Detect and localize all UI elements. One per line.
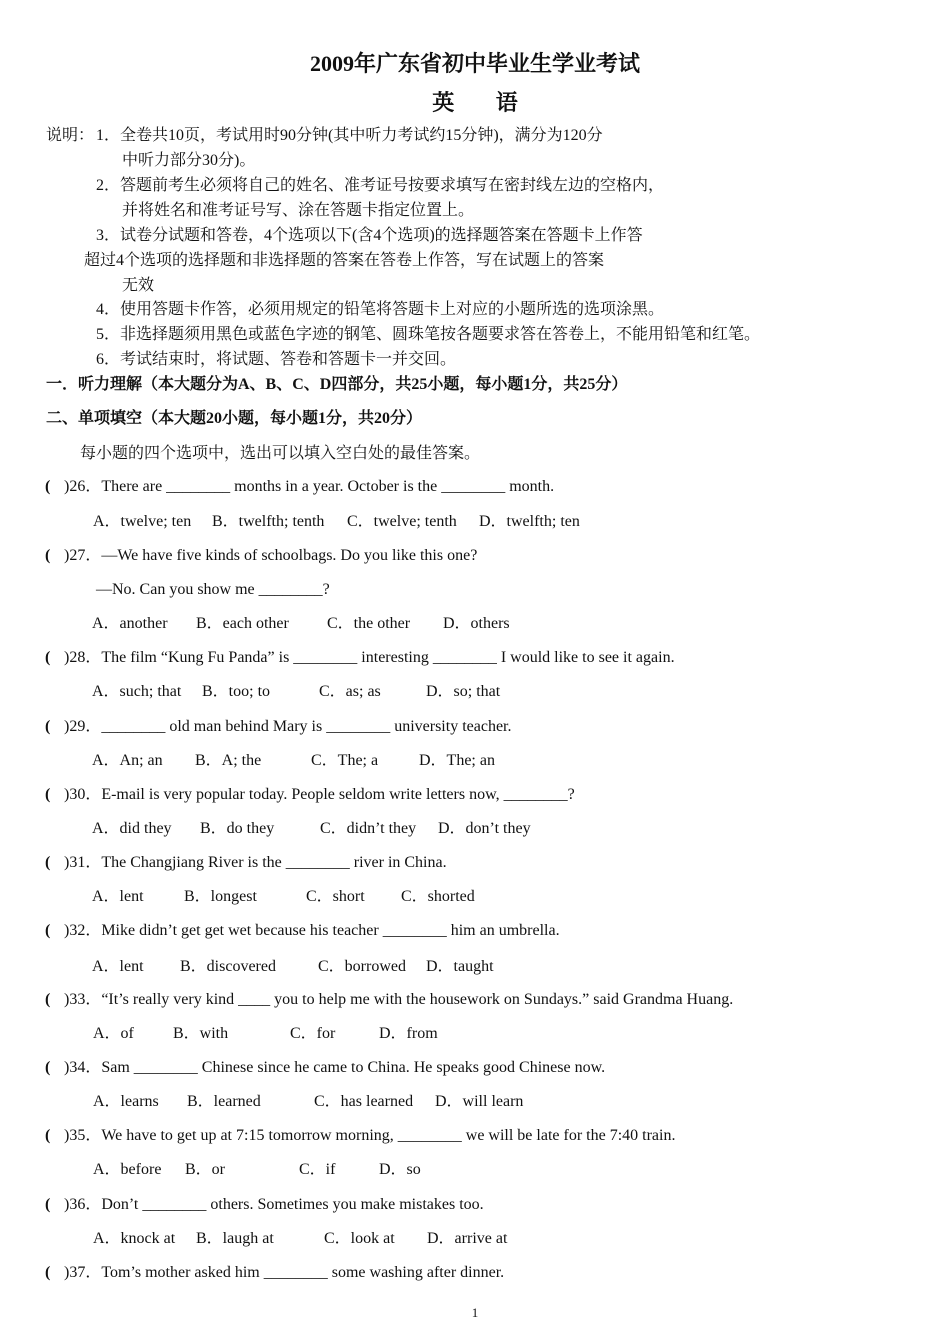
instruction-line: 6．考试结束时，将试题、答卷和答题卡一并交回。: [96, 351, 457, 368]
question-stem: )32．Mike didn’t get get wet because his teacher ________ him an umbrella.: [64, 922, 560, 939]
answer-option: B．laugh at: [196, 1230, 274, 1247]
answer-paren: (: [45, 991, 51, 1008]
answer-paren: (: [45, 1196, 51, 1213]
instruction-line: 3．试卷分试题和答卷，4个选项以下(含4个选项)的选择题答案在答题卡上作答: [96, 227, 643, 244]
answer-paren: (: [45, 854, 51, 871]
answer-paren: (: [45, 1264, 51, 1281]
answer-option: D．arrive at: [427, 1230, 508, 1247]
answer-option: C．if: [299, 1161, 336, 1178]
answer-option: B．too; to: [202, 683, 271, 700]
answer-option: B．each other: [196, 615, 289, 632]
answer-option: A．another: [92, 615, 168, 632]
question-stem: )34．Sam ________ Chinese since he came to China. He speaks good Chinese now.: [64, 1059, 606, 1076]
section-heading-single-choice: 二、单项填空（本大题20小题，每小题1分，共20分）: [46, 410, 423, 427]
instruction-line: 1．全卷共10页，考试用时90分钟(其中听力考试约15分钟)，满分为120分: [96, 127, 603, 144]
instruction-line: 4．使用答题卡作答，必须用规定的铅笔将答题卡上对应的小题所选的选项涂黑。: [96, 301, 665, 318]
instruction-line: 中听力部分30分)。: [122, 152, 256, 169]
answer-option: C．borrowed: [318, 958, 406, 975]
question-stem: )35．We have to get up at 7:15 tomorrow morning, ________ we will be late for the 7:40 train.: [64, 1127, 676, 1144]
section-note: 每小题的四个选项中，选出可以填入空白处的最佳答案。: [80, 445, 481, 462]
page-number: 1: [471, 1305, 479, 1320]
answer-option: D．twelfth; ten: [479, 513, 580, 530]
answer-option: C．shorted: [401, 888, 475, 905]
answer-option: C．short: [306, 888, 365, 905]
answer-option: D．will learn: [435, 1093, 524, 1110]
answer-option: B．do they: [200, 820, 275, 837]
answer-paren: (: [45, 786, 51, 803]
answer-option: A．learns: [93, 1093, 159, 1110]
exam-title: 2009年广东省初中毕业生学业考试: [309, 51, 640, 76]
answer-paren: (: [45, 649, 51, 666]
question-stem-reply: —No. Can you show me ________?: [96, 581, 330, 598]
answer-option: B．learned: [187, 1093, 261, 1110]
answer-option: C．look at: [324, 1230, 395, 1247]
answer-option: A．knock at: [93, 1230, 176, 1247]
answer-paren: (: [45, 718, 51, 735]
answer-option: C．The; a: [311, 752, 379, 769]
answer-option: A．such; that: [92, 683, 182, 700]
answer-option: D．so: [379, 1161, 421, 1178]
instruction-line: 2．答题前考生必须将自己的姓名、准考证号按要求填写在密封线左边的空格内，: [96, 177, 665, 194]
answer-option: B．A; the: [195, 752, 262, 769]
instruction-line: 超过4个选项的选择题和非选择题的答案在答卷上作答，写在试题上的答案: [84, 252, 605, 269]
answer-option: C．as; as: [319, 683, 381, 700]
answer-option: D．taught: [426, 958, 494, 975]
instruction-line: 无效: [122, 277, 155, 294]
answer-option: A．did they: [92, 820, 172, 837]
answer-paren: (: [45, 922, 51, 939]
instruction-line: 并将姓名和准考证号写、涂在答题卡指定位置上。: [122, 202, 475, 219]
answer-option: B．with: [173, 1025, 229, 1042]
answer-option: A．lent: [92, 888, 144, 905]
instruction-line: 5．非选择题须用黑色或蓝色字迹的钢笔、圆珠笔按各题要求答在答卷上，不能用铅笔和红笔。: [96, 326, 761, 343]
answer-option: B．longest: [184, 888, 257, 905]
answer-option: C．the other: [327, 615, 411, 632]
answer-option: D．The; an: [419, 752, 495, 769]
answer-paren: (: [45, 478, 51, 495]
question-stem: )33．“It’s really very kind ____ you to help me with the housework on Sundays.” said Grandma Huang.: [64, 991, 734, 1008]
answer-option: D．others: [443, 615, 510, 632]
question-stem: )26．There are ________ months in a year. October is the ________ month.: [64, 478, 555, 495]
answer-option: B．or: [185, 1161, 226, 1178]
answer-option: C．twelve; tenth: [347, 513, 457, 530]
answer-option: A．lent: [92, 958, 144, 975]
answer-option: D．don’t they: [438, 820, 531, 837]
instructions-label: 说明：: [46, 127, 95, 144]
answer-option: B．twelfth; tenth: [212, 513, 325, 530]
section-heading-listening: 一．听力理解（本大题分为A、B、C、D四部分，共25小题，每小题1分，共25分）: [46, 376, 628, 393]
answer-option: B．discovered: [180, 958, 276, 975]
question-stem: )29．________ old man behind Mary is ________ university teacher.: [64, 718, 512, 735]
answer-option: A．before: [93, 1161, 162, 1178]
answer-paren: (: [45, 547, 51, 564]
answer-paren: (: [45, 1127, 51, 1144]
answer-option: C．didn’t they: [320, 820, 417, 837]
question-stem: )36．Don’t ________ others. Sometimes you make mistakes too.: [64, 1196, 484, 1213]
answer-option: D．from: [379, 1025, 438, 1042]
answer-option: A．of: [93, 1025, 134, 1042]
subject-title: 英 语: [432, 90, 536, 115]
answer-option: C．has learned: [314, 1093, 414, 1110]
answer-option: D．so; that: [426, 683, 501, 700]
question-stem: )37．Tom’s mother asked him ________ some washing after dinner.: [64, 1264, 505, 1281]
question-stem: )27．—We have five kinds of schoolbags. Do you like this one?: [64, 547, 478, 564]
question-stem: )28．The film “Kung Fu Panda” is ________ interesting ________ I would like to see it again.: [64, 649, 675, 666]
answer-option: C．for: [290, 1025, 336, 1042]
answer-option: A．An; an: [92, 752, 163, 769]
question-stem: )31．The Changjiang River is the ________ river in China.: [64, 854, 447, 871]
answer-paren: (: [45, 1059, 51, 1076]
answer-option: A．twelve; ten: [93, 513, 192, 530]
question-stem: )30．E-mail is very popular today. People seldom write letters now, ________?: [64, 786, 575, 803]
